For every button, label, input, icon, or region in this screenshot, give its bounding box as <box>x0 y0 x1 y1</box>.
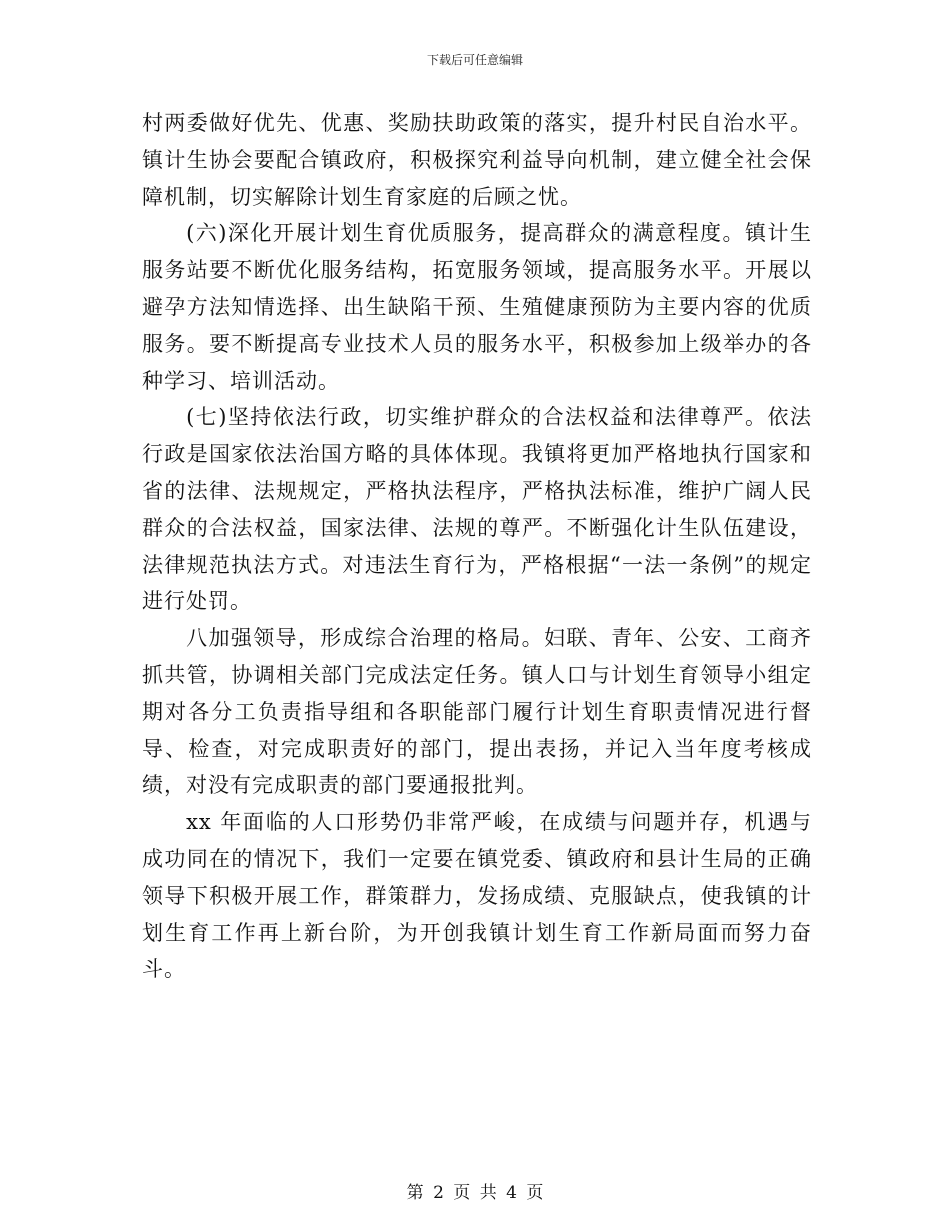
page-number-footer: 第 2 页 共 4 页 <box>406 1183 544 1203</box>
paragraph-3: (七)坚持依法行政，切实维护群众的合法权益和法律尊严。依法行政是国家依法治国方略的具体体现。我镇将更加严格地执行国家和省的法律、法规规定，严格执法程序，严格执法标准，维护广阔人民群众的合法权益，国家法律、法规的尊严。不断强化计生队伍建设，法律规范执法方式。对违法生育行为，严格根据“一法一条例”的规定进行处罚。 <box>142 405 812 614</box>
paragraph-5: xx 年面临的人口形势仍非常严峻，在成绩与问题并存，机遇与成功同在的情况下，我们一定要在镇党委、镇政府和县计生局的正确领导下积极开展工作，群策群力，发扬成绩、克服缺点，使我镇的计划生育工作再上新台阶，为开创我镇计划生育工作新局面而努力奋斗。 <box>142 810 812 982</box>
paragraph-2: (六)深化开展计划生育优质服务，提高群众的满意程度。镇计生服务站要不断优化服务结构，拓宽服务领域，提高服务水平。开展以避孕方法知情选择、出生缺陷干预、生殖健康预防为主要内容的优质服务。要不断提高专业技术人员的服务水平，积极参加上级举办的各种学习、培训活动。 <box>142 221 812 393</box>
document-body <box>142 105 812 988</box>
header-note: 下载后可任意编辑 <box>426 53 523 67</box>
paragraph-4: 八加强领导，形成综合治理的格局。妇联、青年、公安、工商齐抓共管，协调相关部门完成法定任务。镇人口与计划生育领导小组定期对各分工负责指导组和各职能部门履行计划生育职责情况进行督导、检查，对完成职责好的部门，提出表扬，并记入当年度考核成绩，对没有完成职责的部门要通报批判。 <box>142 626 812 798</box>
paragraph-1: 村两委做好优先、优惠、奖励扶助政策的落实，提升村民自治水平。镇计生协会要配合镇政府，积极探究利益导向机制，建立健全社会保障机制，切实解除计划生育家庭的后顾之忧。 <box>142 111 812 209</box>
